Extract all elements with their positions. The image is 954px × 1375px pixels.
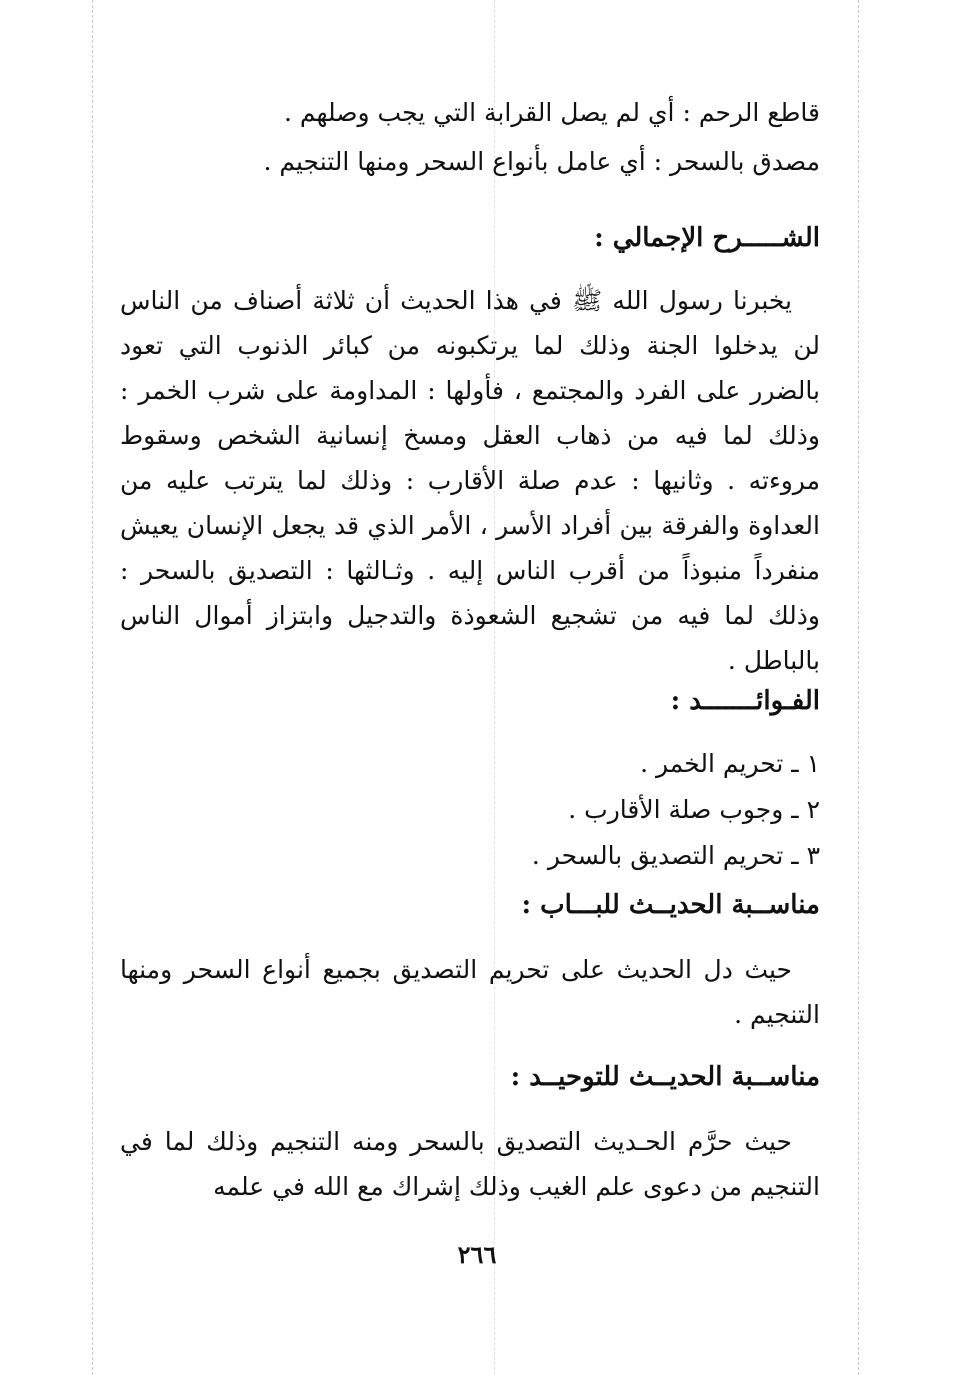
benefit-item-1: ١ ـ تحريم الخمر . [640, 749, 820, 778]
tawhid-relevance-paragraph: حيث حرَّم الحـديث التصديق بالسحر ومنه التنجيم وذلك لما في التنجيم من دعوى علم الغيب وذلك إشراك مع الله في علمه [120, 1127, 820, 1201]
chapter-relevance-heading: مناســبة الحديــث للبـــاب : [521, 890, 820, 920]
page-number: ٢٦٦ [457, 1240, 497, 1269]
benefit-item-3: ٣ ـ تحريم التصديق بالسحر . [531, 841, 820, 870]
definition-line-1: قاطع الرحم : أي لم يصل القرابة التي يجب وصلهم . [283, 98, 820, 127]
summary-paragraph: يخبرنا رسول الله ﷺ في هذا الحديث أن ثلاثة أصناف من الناس لن يدخلوا الجنة وذلك لما يرتكبونه من كبائر الذنوب التي تعود بالضرر على الفرد والمجتمع ، فأولها : المداومة على شرب الخمر : وذلك لما فيه من ذهاب العقل ومسخ إنسانية الشخص وسقوط مروءته . وثانيها : عدم صلة الأقارب : وذلك لما يترتب عليه من العداوة والفرقة بين أفراد الأسر ، الأمر الذي قد يجعل الإنسان يعيش منفرداً منبوذاً من أقرب الناس إليه . وثـالثها : التصديق بالسحر : وذلك لما فيه من تشجيع الشعوذة والتدجيل وابتزاز أموال الناس بالباطل . [120, 286, 820, 675]
chapter-relevance-paragraph: حيث دل الحديث على تحريم التصديق بجميع أنواع السحر ومنها التنجيم . [120, 955, 820, 1029]
definition-line-2: مصدق بالسحر : أي عامل بأنواع السحر ومنها التنجيم . [263, 147, 820, 176]
benefit-item-2: ٢ ـ وجوب صلة الأقارب . [568, 795, 820, 824]
tawhid-relevance-heading: مناســبة الحديــث للتوحيــد : [510, 1062, 820, 1092]
benefits-heading: الفـوائـــــــد : [670, 686, 820, 716]
right-margin-guide [858, 0, 859, 1375]
book-page-body [120, 95, 820, 1209]
summary-heading: الشـــــرح الإجمالي : [594, 223, 820, 253]
left-margin-guide [92, 0, 93, 1375]
